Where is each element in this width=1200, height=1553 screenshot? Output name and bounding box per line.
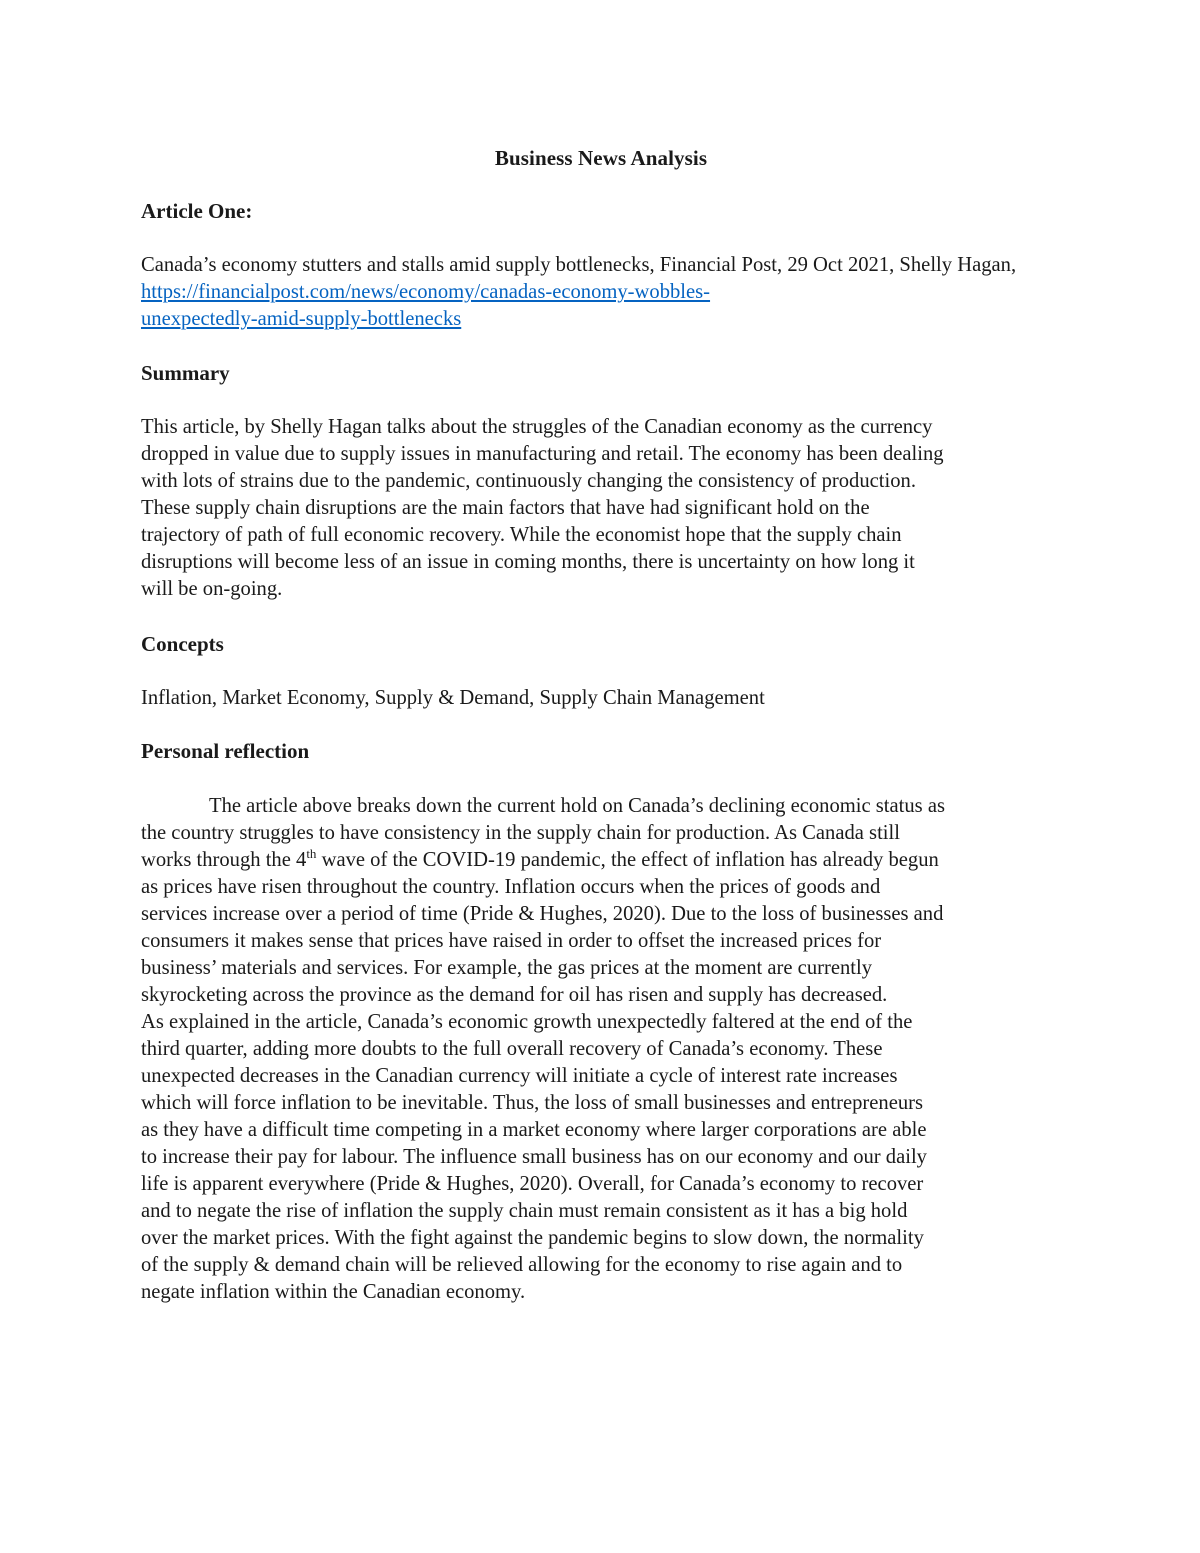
reflection-line: to increase their pay for labour. The influence small business has on our economy and our daily bbox=[141, 1146, 927, 1168]
article-link-line2: unexpectedly-amid-supply-bottlenecks bbox=[141, 308, 462, 330]
reflection-line: over the market prices. With the fight against the pandemic begins to slow down, the normality bbox=[141, 1227, 924, 1249]
article-citation bbox=[141, 252, 1061, 333]
document-title: Business News Analysis bbox=[494, 146, 708, 170]
reflection-line: services increase over a period of time (Pride & Hughes, 2020). Due to the loss of businesses and bbox=[141, 903, 944, 925]
concepts-heading: Concepts bbox=[141, 632, 224, 656]
reflection-line: negate inflation within the Canadian economy. bbox=[141, 1281, 526, 1303]
concepts-list: Inflation, Market Economy, Supply & Demand, Supply Chain Management bbox=[141, 687, 765, 709]
reflection-line3-after: wave of the COVID-19 pandemic, the effect of inflation has already begun bbox=[316, 849, 939, 871]
reflection-paragraph bbox=[141, 793, 1061, 1306]
summary-line: with lots of strains due to the pandemic, continuously changing the consistency of production. bbox=[141, 470, 916, 492]
reflection-line: the country struggles to have consistency in the supply chain for production. As Canada still bbox=[141, 822, 900, 844]
reflection-line: business’ materials and services. For example, the gas prices at the moment are currently bbox=[141, 957, 873, 979]
summary-line: will be on-going. bbox=[141, 578, 283, 600]
article-link[interactable] bbox=[141, 281, 710, 330]
summary-heading: Summary bbox=[141, 361, 230, 385]
summary-line: dropped in value due to supply issues in manufacturing and retail. The economy has been dealing bbox=[141, 443, 944, 465]
reflection-line: As explained in the article, Canada’s economic growth unexpectedly faltered at the end of the bbox=[141, 1011, 913, 1033]
article-heading: Article One: bbox=[141, 199, 253, 223]
reflection-line: which will force inflation to be inevitable. Thus, the loss of small businesses and entrepreneurs bbox=[141, 1092, 923, 1114]
summary-line: This article, by Shelly Hagan talks about the struggles of the Canadian economy as the currency bbox=[141, 416, 933, 438]
summary-line: These supply chain disruptions are the main factors that have had significant hold on the bbox=[141, 497, 870, 519]
reflection-line: consumers it makes sense that prices have raised in order to offset the increased prices for bbox=[141, 930, 882, 952]
reflection-line: as they have a difficult time competing in a market economy where larger corporations are able bbox=[141, 1119, 927, 1141]
reflection-line: and to negate the rise of inflation the supply chain must remain consistent as it has a big hold bbox=[141, 1200, 908, 1222]
summary-line: disruptions will become less of an issue in coming months, there is uncertainty on how long it bbox=[141, 551, 915, 573]
reflection-line: unexpected decreases in the Canadian currency will initiate a cycle of interest rate increases bbox=[141, 1065, 898, 1087]
article-link-line1: https://financialpost.com/news/economy/canadas-economy-wobbles- bbox=[141, 281, 711, 303]
reflection-line1-text: The article above breaks down the current hold on Canada’s declining economic status as bbox=[209, 795, 945, 817]
reflection-line: of the supply & demand chain will be relieved allowing for the economy to rise again and to bbox=[141, 1254, 903, 1276]
reflection-line: as prices have risen throughout the country. Inflation occurs when the prices of goods and bbox=[141, 876, 881, 898]
reflection-heading: Personal reflection bbox=[141, 739, 310, 763]
reflection-line3-before: works through the 4 bbox=[141, 849, 307, 871]
reflection-line bbox=[141, 847, 1061, 874]
reflection-line: skyrocketing across the province as the demand for oil has risen and supply has decreased. bbox=[141, 984, 888, 1006]
reflection-line: third quarter, adding more doubts to the full overall recovery of Canada’s economy. These bbox=[141, 1038, 883, 1060]
summary-paragraph bbox=[141, 414, 1061, 603]
ordinal-superscript: th bbox=[306, 846, 317, 862]
reflection-line bbox=[141, 793, 1061, 820]
summary-line: trajectory of path of full economic recovery. While the economist hope that the supply chain bbox=[141, 524, 902, 546]
reflection-line: life is apparent everywhere (Pride & Hughes, 2020). Overall, for Canada’s economy to recover bbox=[141, 1173, 924, 1195]
citation-text: Canada’s economy stutters and stalls amid supply bottlenecks, Financial Post, 29 Oct 2021, Shelly Hagan, bbox=[141, 254, 1017, 276]
